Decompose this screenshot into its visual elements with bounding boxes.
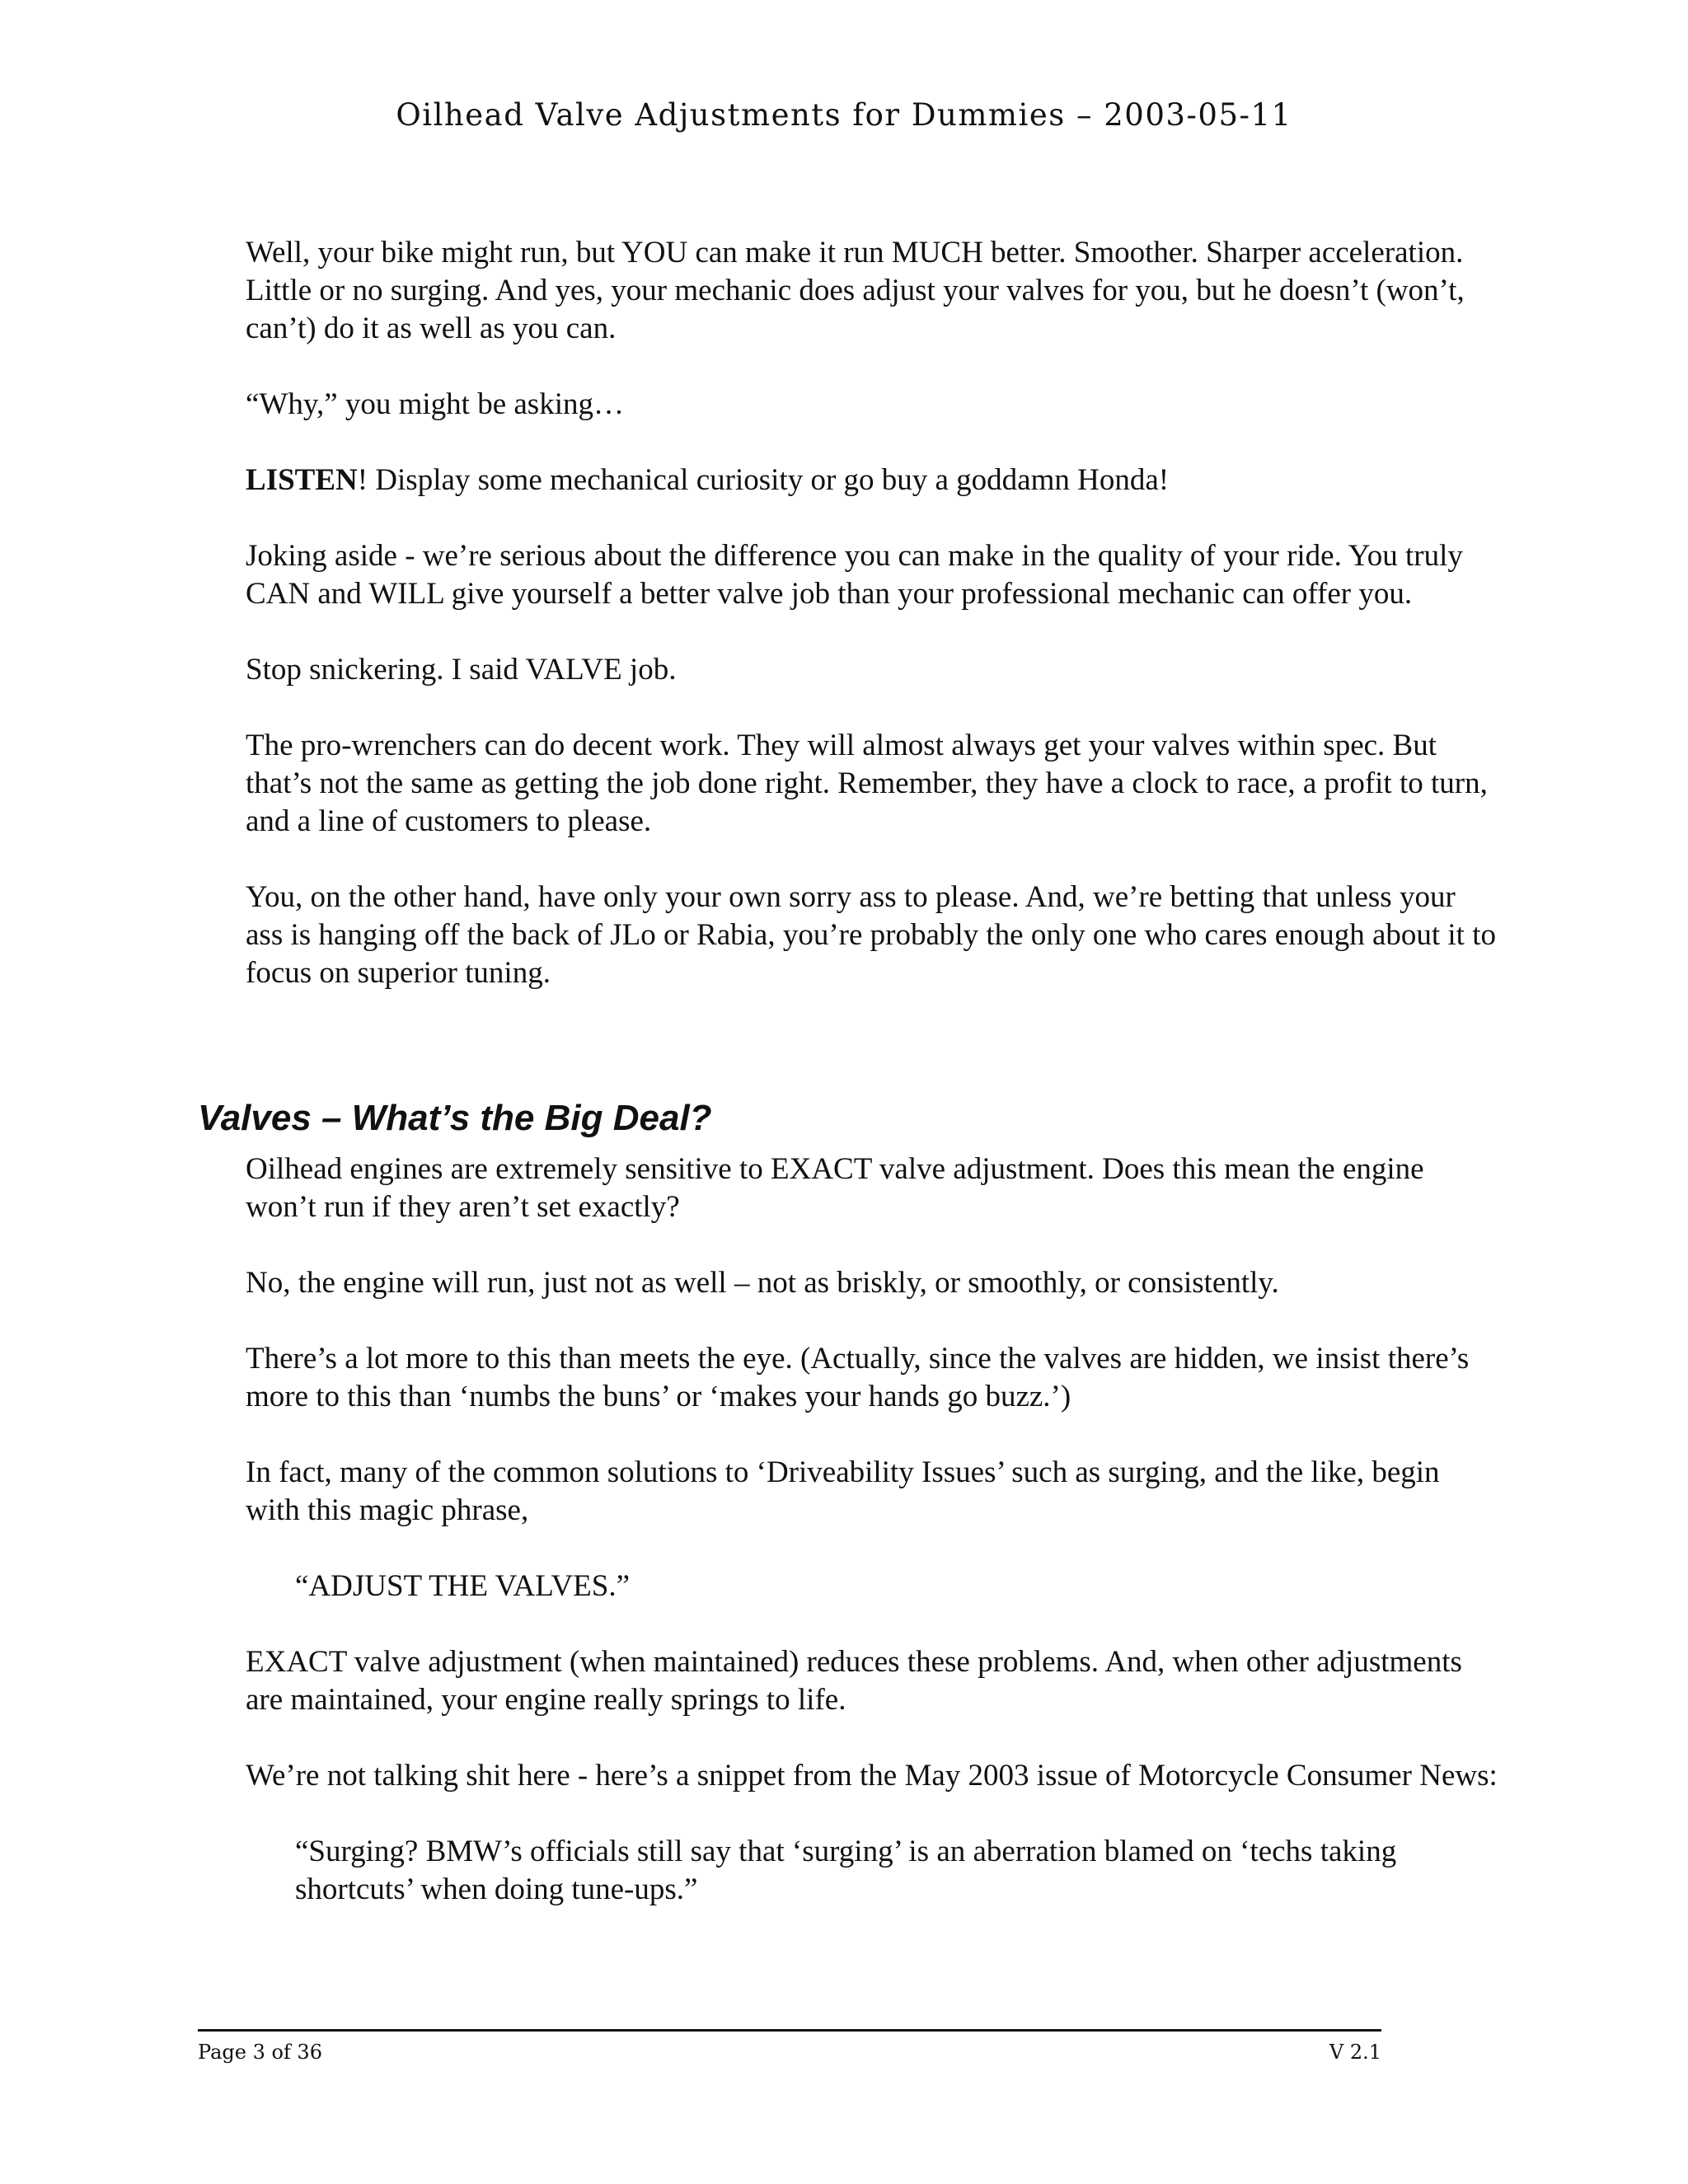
intro-paragraph-4: Joking aside - we’re serious about the difference you can make in the quality of your ride. You truly CAN and WILL give yourself a better valve job than your professional mechanic can offer you.	[246, 539, 1463, 611]
section-paragraph-2: No, the engine will run, just not as well – not as briskly, or smoothly, or consistently.	[246, 1266, 1279, 1300]
section-heading: Valves – What’s the Big Deal?	[198, 1098, 712, 1138]
intro-paragraph-3	[246, 462, 1498, 499]
section-paragraph-6: We’re not talking shit here - here’s a snippet from the May 2003 issue of Motorcycle Consumer News:	[246, 1759, 1498, 1793]
intro-paragraph-7: You, on the other hand, have only your own sorry ass to please. And, we’re betting that unless your ass is hanging off the back of JLo or Rabia, you’re probably the only one who cares enough about it to focus on superior tuning.	[246, 880, 1496, 990]
section-paragraph-4: In fact, many of the common solutions to ‘Driveability Issues’ such as surging, and the like, begin with this magic phrase,	[246, 1455, 1440, 1527]
intro-paragraph-2: “Why,” you might be asking…	[246, 387, 624, 421]
intro-paragraph-1: Well, your bike might run, but YOU can make it run MUCH better. Smoother. Sharper acceleration. Little or no surging. And yes, your mechanic does adjust your valves for you, but he doesn’t (won’t, can’t) do it as well as you can.	[246, 236, 1465, 345]
valves-section	[246, 1151, 1498, 1947]
intro-paragraph-5: Stop snickering. I said VALVE job.	[246, 653, 677, 687]
mcn-quote: “Surging? BMW’s officials still say that ‘surging’ is an aberration blamed on ‘techs taking shortcuts’ when doing tune-ups.”	[295, 1835, 1397, 1906]
footer-divider	[198, 2029, 1381, 2032]
intro-paragraph-3-rest: ! Display some mechanical curiosity or go buy a goddamn Honda!	[357, 463, 1170, 497]
listen-emphasis: LISTEN	[246, 463, 358, 497]
page-header-title: Oilhead Valve Adjustments for Dummies – 2003-05-11	[396, 97, 1292, 133]
adjust-valves-quote: “ADJUST THE VALVES.”	[295, 1569, 631, 1603]
document-version: V 2.1	[1329, 2041, 1381, 2064]
page-number: Page 3 of 36	[198, 2041, 322, 2064]
intro-section	[246, 234, 1498, 1030]
intro-paragraph-6: The pro-wrenchers can do decent work. They will almost always get your valves within spec. But that’s not the same as getting the job done right. Remember, they have a clock to race, a profit to turn, and a line of customers to please.	[246, 729, 1488, 838]
section-paragraph-1: Oilhead engines are extremely sensitive to EXACT valve adjustment. Does this mean the engine won’t run if they aren’t set exactly?	[246, 1152, 1424, 1224]
section-paragraph-5: EXACT valve adjustment (when maintained) reduces these problems. And, when other adjustments are maintained, your engine really springs to life.	[246, 1645, 1462, 1717]
section-paragraph-3: There’s a lot more to this than meets the eye. (Actually, since the valves are hidden, we insist there’s more to this than ‘numbs the buns’ or ‘makes your hands go buzz.’)	[246, 1342, 1470, 1413]
